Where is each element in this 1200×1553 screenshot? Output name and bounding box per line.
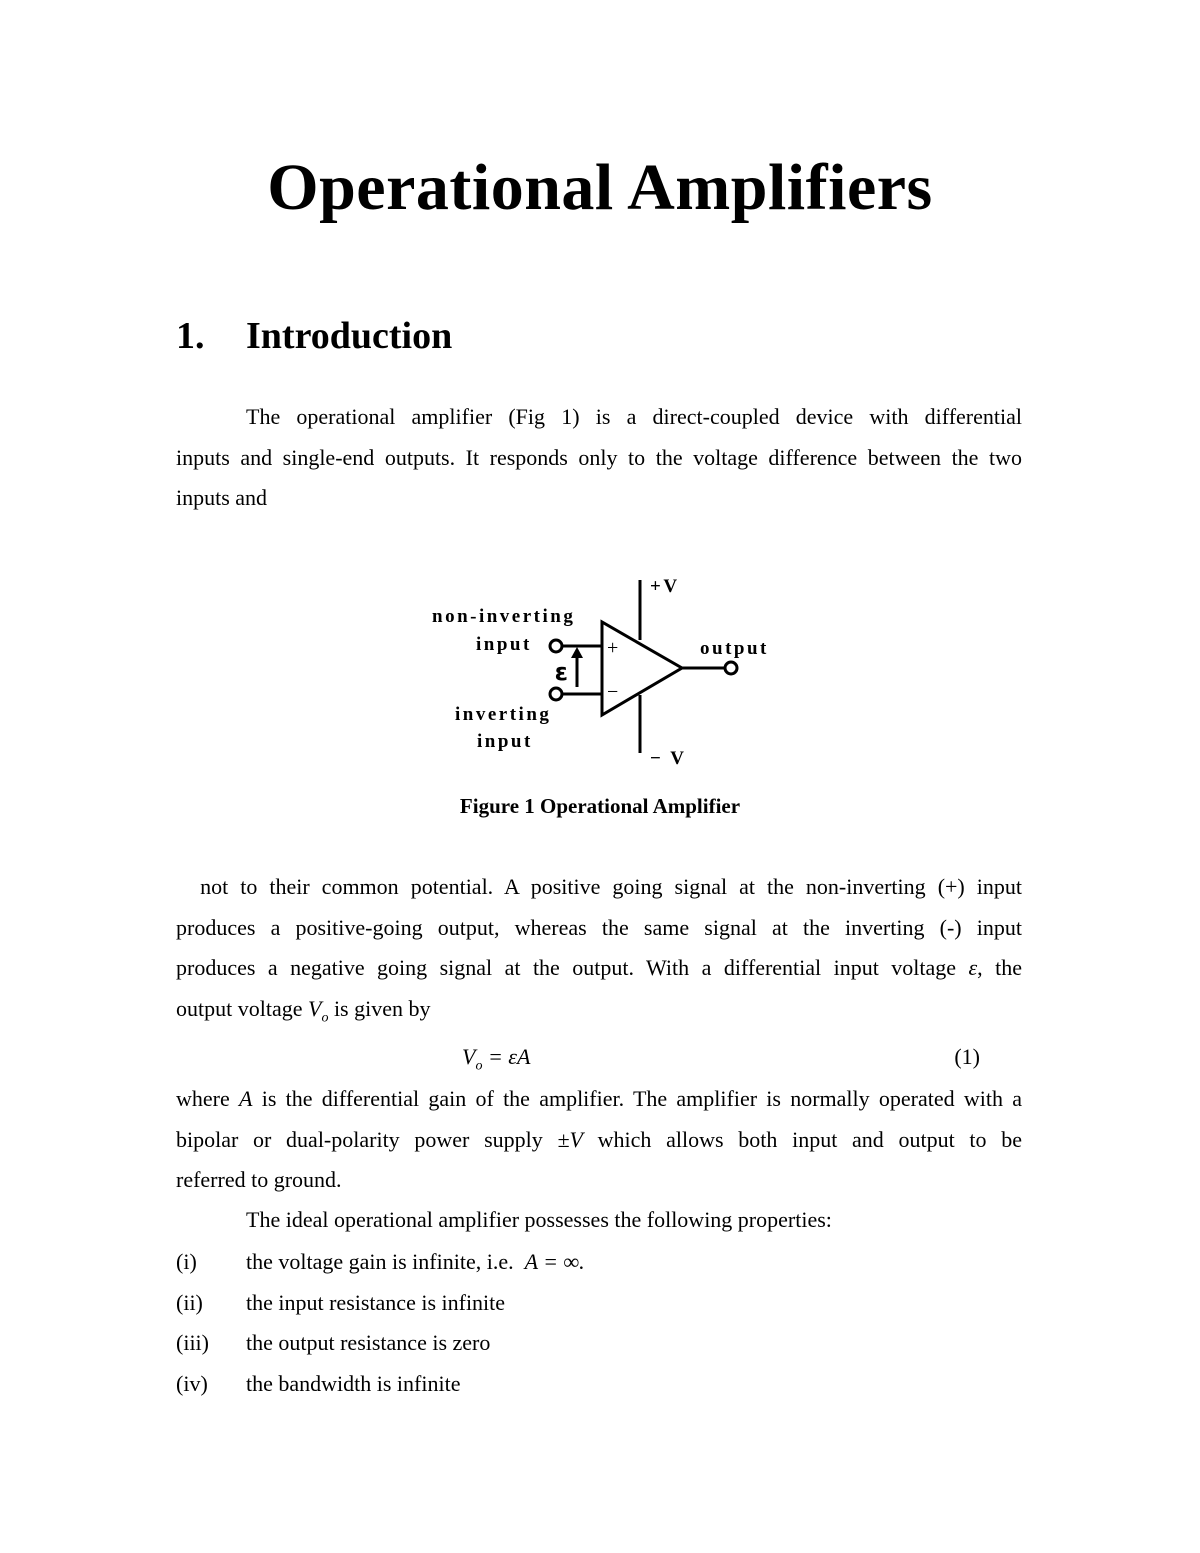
- section-number: 1.: [176, 315, 205, 357]
- list-marker: (iii): [176, 1330, 209, 1355]
- list-item-text: the bandwidth is infinite: [246, 1370, 461, 1396]
- paragraph-line: where A is the differential gain of the amplifier. The amplifier is normally operated with a: [176, 1086, 1023, 1111]
- paragraph-line: The operational amplifier (Fig 1) is a direct-coupled device with differential: [246, 404, 1022, 429]
- negative-supply-label: − V: [650, 748, 687, 769]
- positive-supply-label: +V: [650, 576, 680, 597]
- list-item-text: the output resistance is zero: [246, 1330, 491, 1355]
- non-inverting-label-line1: non-inverting: [432, 606, 576, 627]
- list-marker: (iv): [176, 1370, 208, 1396]
- inverting-label-line2: input: [477, 731, 533, 752]
- list-item: [176, 1323, 585, 1364]
- list-item: [176, 1242, 585, 1283]
- list-item: [176, 1364, 585, 1405]
- equation-body: $V_o = \varepsilon A$: [462, 1044, 531, 1074]
- epsilon-arrow-head: [571, 647, 583, 658]
- op-amp-figure: [420, 570, 780, 775]
- non-inverting-terminal: [550, 640, 562, 652]
- section-title: Introduction: [246, 315, 453, 357]
- vo-symbol: $V_o$: [307, 995, 329, 1025]
- list-item: [176, 1283, 585, 1324]
- section-heading: [176, 312, 452, 360]
- paragraph-line: inputs and single-end outputs. It responds only to the voltage difference between the two: [176, 444, 1022, 470]
- document-title: Operational Amplifiers: [267, 151, 933, 224]
- figure-caption: Figure 1 Operational Amplifier: [459, 794, 741, 818]
- epsilon-symbol: ε: [968, 955, 978, 980]
- equation-1: [176, 1037, 1022, 1077]
- paragraph-line: inputs and: [176, 485, 268, 510]
- gain-symbol: A: [239, 1086, 253, 1111]
- list-marker: (i): [176, 1249, 197, 1274]
- body-paragraph: [176, 1079, 1022, 1201]
- paragraph-line: The ideal operational amplifier possesses the following properties:: [246, 1207, 832, 1232]
- paragraph-line: produces a negative going signal at the output. With a differential input voltage ε, the: [176, 955, 1022, 980]
- supply-symbol: ±V: [557, 1126, 583, 1152]
- inverting-label-line1: inverting: [455, 704, 552, 725]
- plus-sign-label: +: [607, 637, 619, 659]
- epsilon-label: ε: [554, 658, 568, 686]
- paragraph-line: bipolar or dual-polarity power supply ±V which allows both input and output to be: [176, 1126, 1022, 1152]
- paragraph-line: produces a positive-going output, whereas the same signal at the inverting (-) input: [176, 914, 1022, 940]
- body-paragraph: [176, 1200, 1022, 1241]
- properties-list: [176, 1242, 585, 1404]
- intro-paragraph: [176, 397, 1022, 519]
- body-paragraph: [176, 867, 1022, 1038]
- inverting-terminal: [550, 688, 562, 700]
- paragraph-line: referred to ground.: [176, 1167, 342, 1192]
- list-item-math: A = ∞.: [524, 1249, 585, 1274]
- equation-number: (1): [954, 1044, 980, 1069]
- output-label: output: [700, 638, 769, 659]
- non-inverting-label-line2: input: [476, 634, 532, 655]
- op-amp-schematic: [420, 570, 780, 775]
- list-item-text: the input resistance is infinite: [246, 1289, 506, 1315]
- paragraph-line: output voltage $V_o$ is given by: [176, 995, 431, 1025]
- output-terminal: [725, 662, 737, 674]
- list-marker: (ii): [176, 1289, 203, 1315]
- list-item-text: the voltage gain is infinite, i.e.: [246, 1249, 514, 1274]
- paragraph-line: not to their common potential. A positive going signal at the non-inverting (+) input: [200, 874, 1023, 899]
- minus-sign-label: −: [607, 681, 619, 703]
